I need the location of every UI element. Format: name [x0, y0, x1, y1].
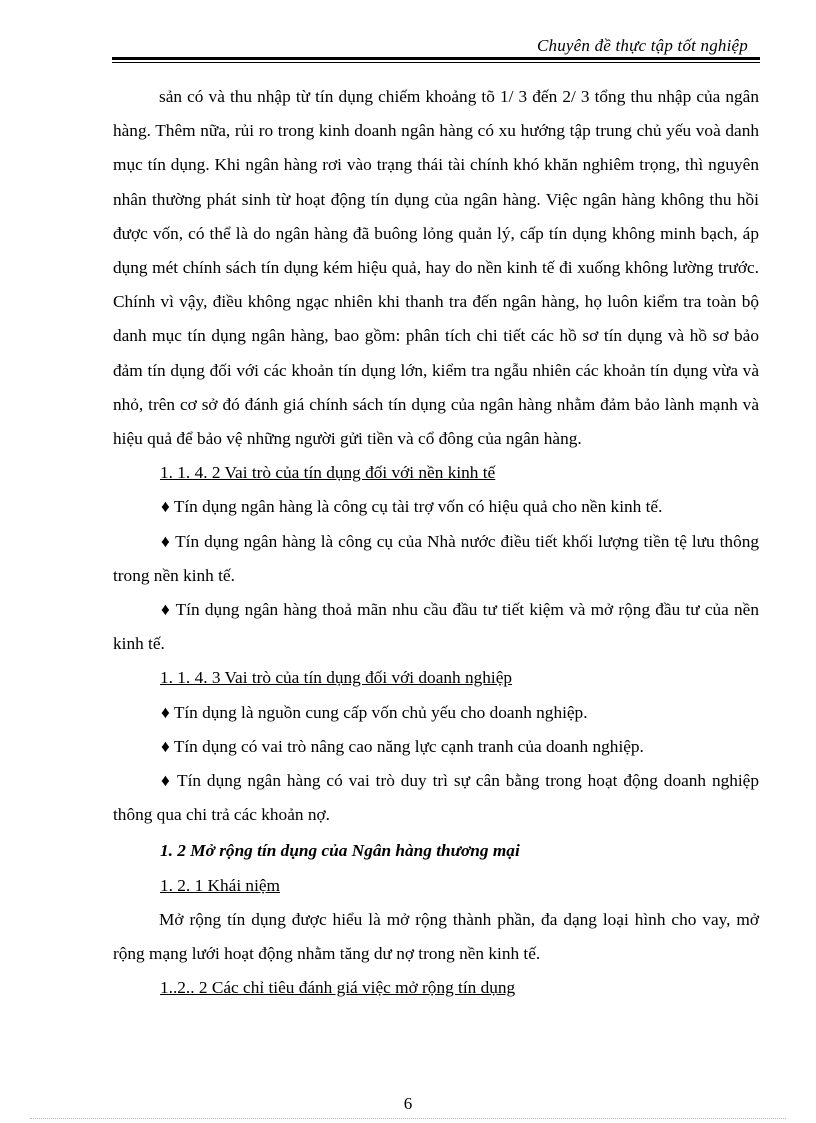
- header-title: Chuyên đề thực tập tốt nghiệp: [536, 36, 748, 55]
- bullet-item: ♦ Tín dụng ngân hàng là công cụ tài trợ vốn có hiệu quả cho nền kinh tế.: [161, 497, 663, 517]
- concept-paragraph: Mở rộng tín dụng được hiểu là mở rộng thành phần, đa dạng loại hình cho vay, mở rộng mạng lưới hoạt động nhằm tăng dư nợ trong nền kinh tế.: [113, 909, 759, 964]
- page-header: [112, 30, 760, 64]
- heading-role-economy: 1. 1. 4. 2 Vai trò của tín dụng đối với nền kinh tế: [160, 463, 496, 483]
- bullet-item: ♦ Tín dụng có vai trò nâng cao năng lực cạnh tranh của doanh nghiệp.: [161, 736, 644, 756]
- page-body: [113, 80, 759, 1005]
- heading-credit-expansion: 1. 2 Mở rộng tín dụng của Ngân hàng thương mại: [160, 841, 520, 861]
- bullet-item: ♦ Tín dụng ngân hàng có vai trò duy trì sự cân bằng trong hoạt động doanh nghiệp thông qua chi trả các khoản nợ.: [113, 771, 759, 825]
- heading-evaluation-criteria: 1..2.. 2 Các chỉ tiêu đánh giá việc mở rộng tín dụng: [160, 978, 516, 998]
- header-rule-thin: [112, 62, 760, 63]
- intro-paragraph: sản có và thu nhập từ tín dụng chiếm khoảng tõ 1/ 3 đến 2/ 3 tổng thu nhập của ngân hàng. Thêm nữa, rủi ro trong kinh doanh ngân hàng có xu hướng tập trung chủ yếu voà danh mục tín dụng. Khi ngân hàng rơi vào trạng thái tài chính khó khăn nghiêm trọng, thì nguyên nhân thường phát sinh từ hoạt động tín dụng của ngân hàng. Việc ngân hàng không thu hồi được vốn, có thể là do ngân hàng đã buông lỏng quản lý, cấp tín dụng không minh bạch, áp dụng mét chính sách tín dụng kém hiệu quả, hay do nền kinh tế đi xuống không lường trước. Chính vì vậy, điều không ngạc nhiên khi thanh tra đến ngân hàng, họ luôn kiểm tra toàn bộ danh mục tín dụng ngân hàng, bao gồm: phân tích chi tiết các hồ sơ tín dụng và hồ sơ bảo đảm tín dụng đối với các khoản tín dụng lớn, kiểm tra ngẫu nhiên các khoản tín dụng vừa và nhỏ, trên cơ sở đó đánh giá chính sách tín dụng của ngân hàng nhằm đảm bảo lành mạnh và hiệu quả để bảo vệ những người gửi tiền và cổ đông của ngân hàng.: [113, 87, 759, 449]
- page-number: 6: [403, 1094, 413, 1113]
- footer-divider: [30, 1118, 786, 1119]
- heading-concept: 1. 2. 1 Khái niệm: [160, 875, 280, 895]
- bullet-item: ♦ Tín dụng ngân hàng thoả mãn nhu cầu đầu tư tiết kiệm và mở rộng đầu tư của nền kinh tế.: [113, 600, 759, 654]
- header-rule-thick: [112, 57, 760, 60]
- bullet-item: ♦ Tín dụng là nguồn cung cấp vốn chủ yếu cho doanh nghiệp.: [161, 702, 588, 722]
- bullet-item: ♦ Tín dụng ngân hàng là công cụ của Nhà nước điều tiết khối lượng tiền tệ lưu thông trong nền kinh tế.: [113, 531, 759, 585]
- heading-role-enterprise: 1. 1. 4. 3 Vai trò của tín dụng đối với doanh nghiệp: [160, 668, 513, 688]
